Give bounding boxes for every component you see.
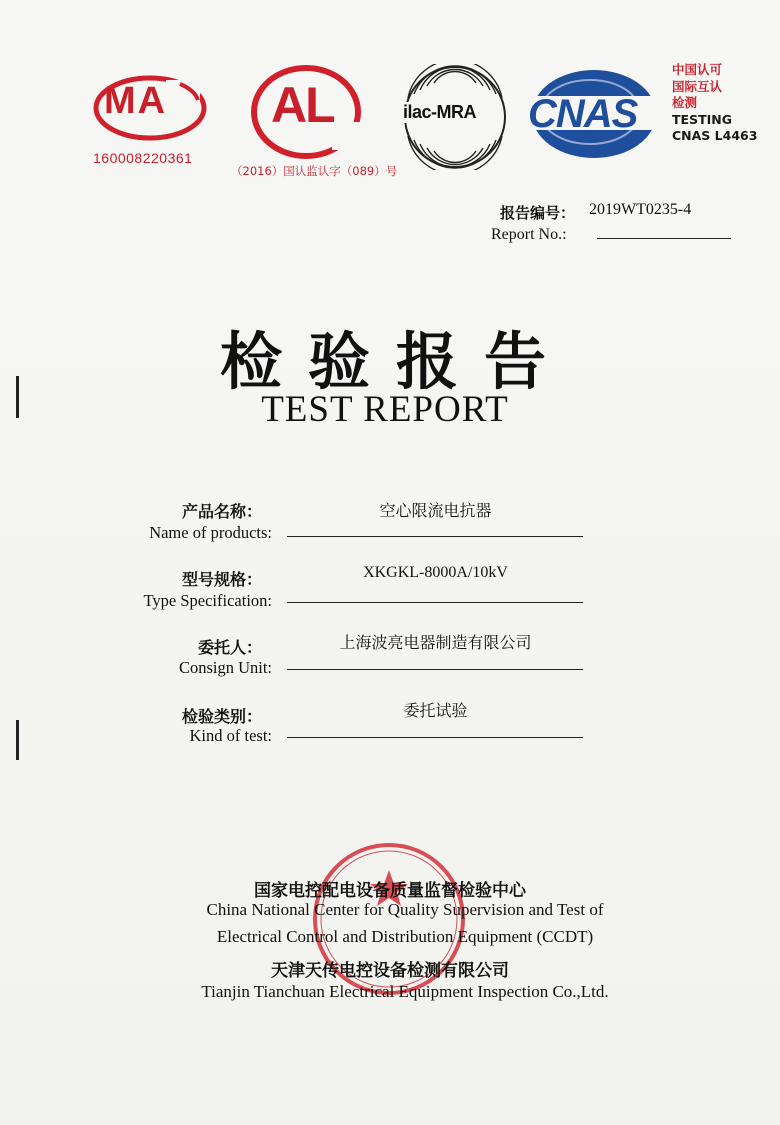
report-number-underline [597, 238, 731, 239]
product-name-label-cn: 产品名称： [181, 502, 262, 521]
company-name-en: Tianjin Tianchuan Electrical Equipment Inspection Co.,Ltd. [201, 982, 609, 1001]
center-name-en-line2: Electrical Control and Distribution Equipment (CCDT) [216, 927, 594, 946]
report-title-cn: 检验报告 [219, 325, 572, 398]
cnas-side-line: CNAS L4463 [672, 128, 758, 143]
report-title-en: TEST REPORT [261, 389, 509, 430]
cma-number: 160008220361 [93, 150, 193, 166]
consign-unit-label-cn: 委托人： [197, 638, 262, 657]
type-spec-value: XKGKL-8000A/10kV [363, 564, 508, 581]
report-number-value: 2019WT0235-4 [589, 201, 692, 218]
consign-unit-value: 上海波亮电器制造有限公司 [339, 633, 532, 652]
cnas-side-line: TESTING [672, 111, 732, 127]
cnas-mark-text: CNAS [528, 92, 638, 136]
product-name-underline [287, 536, 583, 537]
left-margin-mark [16, 720, 19, 760]
center-name-cn: 国家电控配电设备质量监督检验中心 [254, 881, 526, 901]
cnas-side-line: 国际互认 [672, 78, 723, 94]
consign-unit-label-en: Consign Unit: [178, 658, 272, 677]
report-number-label-en: Report No.: [491, 226, 567, 243]
test-kind-value: 委托试验 [403, 701, 468, 720]
cnas-side-line: 中国认可 [672, 62, 723, 77]
test-kind-label-cn: 检验类别： [181, 707, 262, 726]
cnas-side-text [672, 62, 757, 145]
test-kind-underline [287, 737, 583, 738]
test-kind-label-en: Kind of test: [189, 726, 272, 745]
consign-unit-underline [287, 669, 583, 670]
cnas-side-line: 检测 [672, 95, 698, 110]
type-spec-label-cn: 型号规格： [181, 570, 262, 589]
product-name-label-en: Name of products: [149, 523, 272, 542]
report-number-label-cn: 报告编号： [500, 204, 576, 222]
type-spec-underline [287, 602, 583, 603]
company-name-cn: 天津天传电控设备检测有限公司 [271, 961, 509, 981]
ilac-mra-text: ilac-MRA [403, 102, 477, 122]
type-spec-label-en: Type Specification: [143, 591, 272, 610]
cma-mark-text: MA [104, 80, 168, 122]
product-name-value: 空心限流电抗器 [379, 501, 492, 520]
cal-caption: （2016）国认监认字（089）号 [231, 164, 398, 178]
center-name-en-line1: China National Center for Quality Supervision and Test of [206, 900, 604, 919]
cal-mark-text: AL [271, 77, 334, 133]
